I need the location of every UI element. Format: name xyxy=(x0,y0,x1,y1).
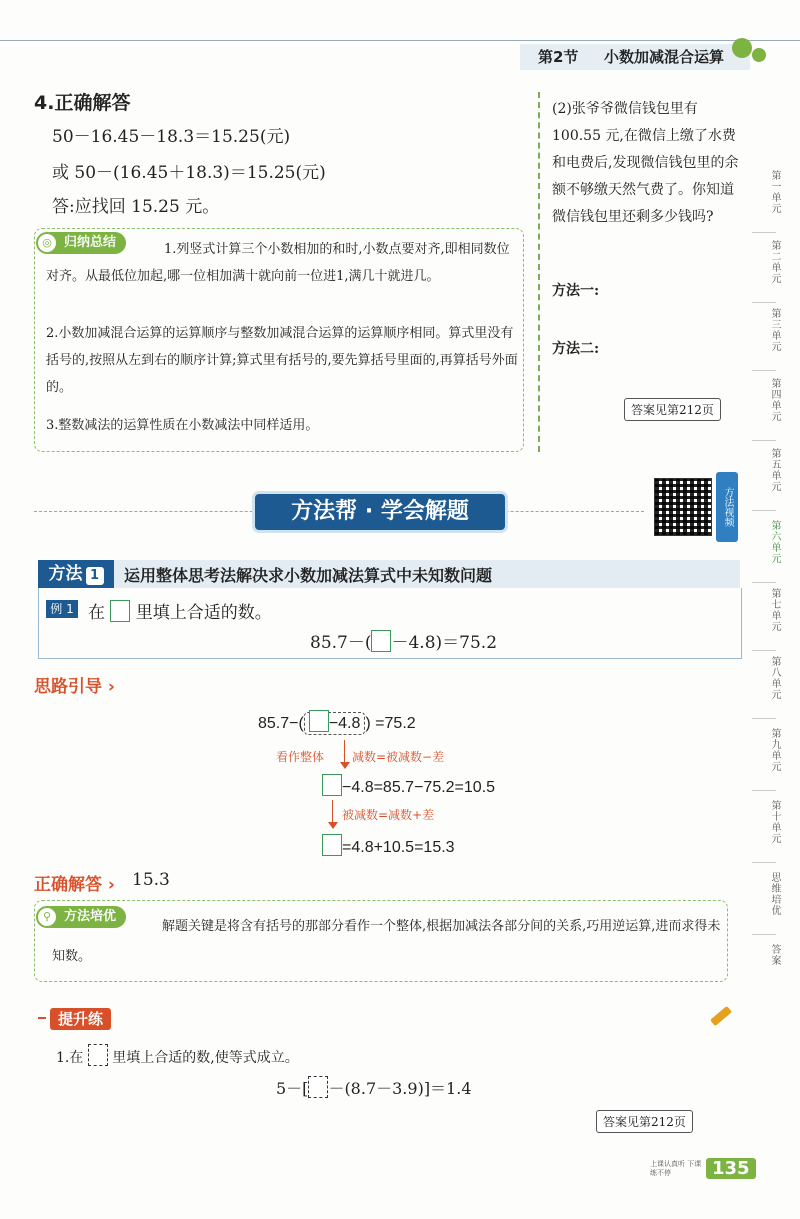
thinking-step3 xyxy=(322,834,455,857)
side-tab-divider xyxy=(752,582,776,583)
thinking-heading-text: 思路引导 xyxy=(34,677,102,697)
side-tab-12[interactable]: 答案 xyxy=(769,944,780,966)
method-one-label: 方法一: xyxy=(552,283,600,299)
video-tag[interactable]: 方法视频 xyxy=(716,472,738,542)
down-arrow xyxy=(332,800,333,824)
side-tab-divider xyxy=(752,232,776,233)
side-tab-8[interactable]: 第八单元 xyxy=(769,656,780,700)
side-tab-1[interactable]: 第一单元 xyxy=(769,170,780,214)
example-text: 里填上合适的数。 xyxy=(135,603,272,623)
method-number: 1 xyxy=(86,567,104,585)
summary-p2: 2.小数加减混合运算的运算顺序与整数加减混合运算的运算顺序相同。算式里没有括号的,按照从左到右的顺序计算;算式里有括号的,要先算括号里面的,再算括号外面的。 xyxy=(46,326,518,395)
answer-box[interactable] xyxy=(88,1044,108,1066)
header-rule xyxy=(0,40,800,41)
side-tab-11[interactable]: 思维培优 xyxy=(769,872,780,916)
summary-p3: 3.整数减法的运算性质在小数减法中同样适用。 xyxy=(46,418,319,433)
section-title: 小数加减混合运算 xyxy=(604,48,725,66)
summary-label-text: 归纳总结 xyxy=(64,235,117,250)
practice-equation xyxy=(276,1076,472,1099)
answer-box xyxy=(309,710,329,732)
side-tab-divider xyxy=(752,302,776,303)
equation-part: －4.8)＝75.2 xyxy=(391,633,498,653)
side-tab-divider xyxy=(752,650,776,651)
pencil-icon xyxy=(710,1006,732,1026)
example-text: 在 xyxy=(88,603,105,623)
thinking-step2 xyxy=(322,774,495,797)
example-prompt xyxy=(88,598,272,623)
question-2: (2)张爷爷微信钱包里有100.55 元,在微信上缴了水费和电费后,发现微信钱包里的余额不够缴天然气费了。你知道微信钱包里还剩多少钱吗? xyxy=(552,101,739,225)
side-tab-divider xyxy=(752,718,776,719)
note-rule1: 减数=被减数−差 xyxy=(352,750,445,764)
method-two-label: 方法二: xyxy=(552,341,600,357)
method-title: 运用整体思考法解决求小数加减法算式中未知数问题 xyxy=(124,566,493,585)
correct-heading-text: 正确解答 xyxy=(34,875,102,895)
side-tab-divider xyxy=(752,862,776,863)
arrow-head xyxy=(328,822,338,829)
side-tab-divider xyxy=(752,790,776,791)
flow-text: 85.7−( xyxy=(258,715,304,732)
correct-heading: 正确解答 › xyxy=(34,875,115,895)
question-text: 里填上合适的数,使等式成立。 xyxy=(112,1050,299,1066)
answer-box[interactable] xyxy=(371,630,391,652)
answer-box[interactable] xyxy=(110,600,130,622)
side-tab-divider xyxy=(752,510,776,511)
tip-label-text: 方法培优 xyxy=(64,909,117,924)
footer-slogan: 上课认真听 下课练不停 xyxy=(650,1160,702,1177)
answer-box[interactable] xyxy=(308,1076,328,1098)
answer-reference: 答案见第212页 xyxy=(624,398,721,421)
answer-box xyxy=(322,774,342,796)
note-rule2: 被减数=减数+差 xyxy=(342,808,435,822)
correct-value: 15.3 xyxy=(132,870,170,890)
flow-text: =4.8+10.5=15.3 xyxy=(342,839,455,856)
question-text: 1.在 xyxy=(56,1050,84,1066)
example-badge: 例 1 xyxy=(46,600,78,618)
tree-icon xyxy=(732,38,752,58)
side-tab-divider xyxy=(752,934,776,935)
tree-icon xyxy=(752,48,766,62)
method-badge xyxy=(38,560,114,588)
note-whole: 看作整体 xyxy=(276,750,325,764)
answer4-line: 答:应找回 15.25 元。 xyxy=(52,197,220,217)
side-tab-7[interactable]: 第七单元 xyxy=(769,588,780,632)
side-tab-divider xyxy=(752,370,776,371)
answer4-line: 50－16.45－18.3＝15.25(元) xyxy=(52,127,291,147)
qr-code[interactable] xyxy=(654,478,712,536)
thinking-heading: 思路引导 › xyxy=(34,677,115,697)
side-tab-4[interactable]: 第四单元 xyxy=(769,378,780,422)
side-tab-5[interactable]: 第五单元 xyxy=(769,448,780,492)
side-tab-3[interactable]: 第三单元 xyxy=(769,308,780,352)
side-tab-divider xyxy=(752,440,776,441)
flow-text: ) =75.2 xyxy=(365,715,416,732)
side-tab-10[interactable]: 第十单元 xyxy=(769,800,780,844)
magnifier-icon: ⚲ xyxy=(36,906,58,928)
answer4-heading: 4.正确解答 xyxy=(34,92,131,114)
page-number: 135 xyxy=(706,1158,756,1179)
down-arrow xyxy=(344,740,345,764)
summary-p1: 1.列竖式计算三个小数相加的和时,小数点要对齐,即相同数位对齐。从最低位加起,哪一位相加满十就向前一位进1,满几十就进几。 xyxy=(46,242,510,284)
thinking-step1 xyxy=(258,710,416,733)
practice-label: 提升练 xyxy=(50,1008,111,1030)
side-tab-6[interactable]: 第六单元 xyxy=(769,520,780,564)
equation-part: －(8.7－3.9)]＝1.4 xyxy=(328,1079,472,1098)
answer4-line: 或 50－(16.45＋18.3)＝15.25(元) xyxy=(52,163,326,183)
answer-box xyxy=(322,834,342,856)
equation-part: 5－[ xyxy=(276,1079,309,1098)
flow-text: −4.8 xyxy=(328,715,361,732)
arrow-head xyxy=(340,762,350,769)
banner-title: 方法帮 · 学会解题 xyxy=(255,494,505,530)
tip-text: 解题关键是将含有括号的那部分看作一个整体,根据加减法各部分间的关系,巧用逆运算,进而求得未知数。 xyxy=(52,919,721,964)
side-tab-9[interactable]: 第九单元 xyxy=(769,728,780,772)
search-icon: ◎ xyxy=(36,232,58,254)
section-label: 第2节 xyxy=(538,48,579,66)
answer-reference: 答案见第212页 xyxy=(596,1110,693,1133)
side-tab-2[interactable]: 第二单元 xyxy=(769,240,780,284)
column-divider xyxy=(538,92,540,452)
flow-text: −4.8=85.7−75.2=10.5 xyxy=(342,779,496,796)
equation-part: 85.7－( xyxy=(310,633,372,653)
practice-dash xyxy=(38,1017,46,1019)
method-badge-text: 方法 xyxy=(48,564,83,584)
practice-q1 xyxy=(56,1044,299,1067)
example-equation xyxy=(310,628,497,653)
